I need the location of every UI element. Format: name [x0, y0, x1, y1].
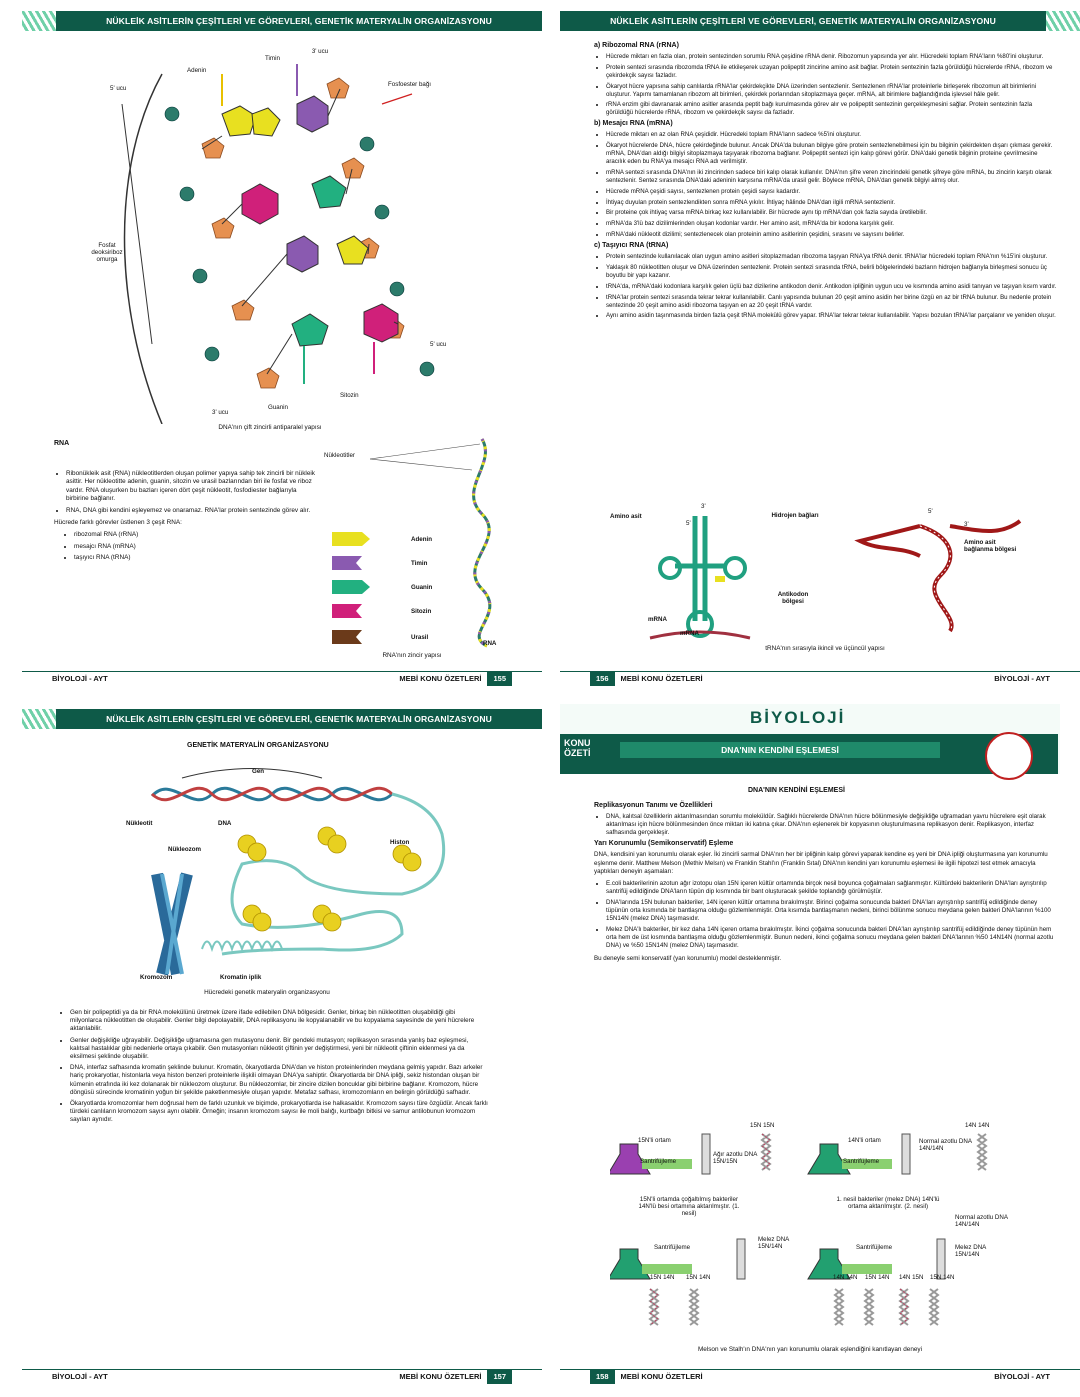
mrna-bullet: • Hücrede miktarı en az olan RNA çeşididir. Hücredeki toplam RNA'ların sadece %5'ini oluşturur.: [606, 131, 1058, 139]
page-number: 157: [487, 1370, 512, 1384]
label-5-ucu-right: 5' ucu: [430, 341, 447, 348]
page-footer: [560, 1369, 1080, 1384]
label-hidrojen-baglari: Hidrojen bağları: [771, 512, 819, 519]
label-normal-azotlu: Normal azotlu DNA 14N/14N: [919, 1138, 972, 1152]
label-melez-dna-2: Melez DNA 15N/14N: [955, 1244, 986, 1258]
rna-type-item: • ribozomal RNA (rRNA): [74, 531, 316, 539]
rna-type-item: • mesajcı RNA (mRNA): [74, 543, 316, 551]
label-kromatin-iplik: Kromatin iplik: [220, 974, 262, 981]
label-melez-dna-1: Melez DNA 15N/14N: [758, 1236, 789, 1250]
label-5-prime: 5': [686, 520, 691, 527]
trna-bullet: • Aynı amino asidin taşınmasında birden fazla çeşit tRNA molekülü görev yapar. tRNA'lar tekrar tekrar kullanılabilir. Yapısı bozulan tRNA'lar parçalanır ve yeniden oluşur.: [606, 312, 1058, 320]
rna-types-intro: Hücrede farklı görevler üstlenen 3 çeşit RNA:: [54, 519, 182, 527]
legend-urasil: Urasil: [411, 634, 429, 641]
mrna-bullet: • İhtiyaç duyulan protein sentezlendikten sonra mRNA yıkılır. İhtiyaç hâlinde DNA'dan ilgili mRNA sentezlenir.: [606, 199, 1058, 207]
mrna-bullet: • Hücrede mRNA çeşidi sayısı, sentezlenen protein çeşidi sayısı kadardır.: [606, 188, 1058, 196]
label-14n-ortam: 14N'li ortam: [848, 1137, 881, 1144]
trna-bullet: • tRNA'da, mRNA'daki kodonlara karşılık gelen üçlü baz dizilerine antikodon denir. Antikodon ipliğinin uygun ucu ve kısmında amino asidi tanıyan ve taşıyan kısım vardır.: [606, 283, 1058, 291]
p3-bullet: • Ökaryotlarda kromozomlar hem doğrusal hem de farklı uzunluk ve biçimde, prokaryotlarda ise halkasaldır. Kromozom sayısı türe özgüdür. Ancak farklı türdeki canlıların kromozom sayısı aynı olabilir. Örneğin; insanın kromozom sayısı ile moli balığı, kurtbağrı bitkisi ve samur antilobunun kromozom sayıları aynıdır.: [70, 1100, 488, 1125]
legend-timin: Timin: [411, 560, 428, 567]
page-header: [22, 11, 542, 31]
replication-text: [594, 800, 1056, 963]
label-step2-text: 1. nesil bakteriler (melez DNA) 14N'lü ortama aktarılmıştır. (2. nesil): [836, 1196, 940, 1210]
label-step1-text: 15N'li ortamda çoğaltılmış bakteriler 14N'lü besi ortamına aktarılmıştır. (1. nesil): [638, 1196, 740, 1217]
rna-title: RNA: [54, 440, 70, 447]
legend-adenin: Adenin: [411, 536, 432, 543]
page-number: 156: [590, 672, 615, 686]
organization-caption: Hücredeki genetik materyalin organizasyonu: [204, 989, 330, 996]
label-antikodon: Antikodon bölgesi: [777, 591, 809, 605]
trna-bullet: • Protein sentezinde kullanılacak olan uygun amino asitleri sitoplazmadan ribozoma taşıyan RNA'ya tRNA denir. tRNA'lar hücredeki toplam RNA'nın %15'ini oluşturur.: [606, 253, 1058, 261]
label-gen: Gen: [252, 768, 265, 775]
rna-type-item: • taşıyıcı RNA (tRNA): [74, 554, 316, 562]
label-14n15n: 14N 15N: [899, 1274, 924, 1281]
mrna-bullet: • Ökaryot hücrelerde DNA, hücre çekirdeğinde bulunur. Ancak DNA'da bulunan bilgiye göre protein sentezlenebilmesi için bu bilginin çekirdekten dışarı çıkması gerekir. mRNA, DNA'dan aldığı bilgiyi sitoplazmaya taşıyarak ribozoma bağlanır. Polipeptit sentezi için kalıp görevi görür. DNA'daki genetik bilginin proteine çevrilmesine aracılık eden bu RNA'ya mesajcı RNA adı verilmiştir.: [606, 142, 1058, 166]
page-footer: [22, 1369, 542, 1384]
label-santrifuj-4: Santrifüjleme: [856, 1244, 893, 1251]
label-14n14n-c: 14N 14N: [833, 1274, 858, 1281]
page-156: [560, 6, 1080, 696]
page-157: [22, 704, 542, 1394]
header-title: NÜKLEİK ASİTLERİN ÇEŞİTLERİ VE GÖREVLERİ, GENETİK MATERYALİN ORGANİZASYONU: [106, 714, 492, 724]
label-nukleotitler: Nükleotitler: [324, 452, 355, 459]
label-fosfat-omurga: Fosfat deoksiriboz omurga: [91, 242, 123, 263]
section-mrna: b) Mesajcı RNA (mRNA): [594, 120, 673, 128]
section-yari-korunumlu: Yarı Korunumlu (Semikonservatif) Eşleme: [594, 840, 734, 848]
rrna-bullet: • rRNA enzim gibi davranarak amino asitler arasında peptit bağı kurulmasında görev alır ve polipeptit sentezinin gerçekleşmesini sağlar. Protein sentezinin fazla görüldüğü hücrelerde rRNA, ribozom ve çekirdekçik sayısı da fazladır.: [606, 101, 1058, 117]
label-5-prime-3d: 5': [928, 508, 933, 515]
conclusion: Bu deneyle semi konservatif (yarı korunumlu) model desteklenmiştir.: [594, 954, 782, 962]
genetic-organization-diagram: [102, 764, 462, 994]
trna-structure-diagram: [620, 506, 1040, 646]
rrna-bullet: • Hücrede miktarı en fazla olan, protein sentezinden sorumlu RNA çeşidine rRNA denir. Ribozomun yapısında yer alır. Hücredeki toplam RNA'ların %80'ini oluşturur.: [606, 53, 1058, 61]
replikasyon-text: • DNA, kalıtsal özelliklerin aktarılmasından sorumlu moleküldür. Sağlıklı hücrelerde DNA'nın hücre bölünmesiyle değişikliğe uğramadan yavru hücrelere eşit olarak aktarılması için hücre bölünmesinden önce miktarı iki katına çıkar. DNA'nın eşlenerek bir kopyasının oluşturulmasına replikasyon denir. Replikasyon, interfaz safhasında gerçekleşir.: [606, 813, 1056, 837]
footer-right: BİYOLOJİ - AYT: [994, 674, 1050, 683]
label-nukleozom: Nükleozom: [168, 846, 202, 853]
footer-right-group: [399, 1370, 512, 1384]
legend-guanin: Guanin: [411, 584, 433, 591]
label-kromozom: Kromozom: [140, 974, 173, 981]
experiment-step: • E.coli bakterilerinin azotun ağır izotopu olan 15N içeren kültür ortamında birçok nesil boyunca çoğalmaları sağlanmıştır. Kültürdeki bakterilerin DNA'ları ayrıştırılıp santrifüj edildiğinde DNA'ların tüpün dip kısmında bir bant oluşturacak şekilde toplandığı görülmüştür.: [606, 880, 1056, 896]
genetic-material-text: [58, 1009, 488, 1128]
trna-bullet: • tRNA'lar protein sentezi sırasında tekrar tekrar kullanılabilir. Canlı yapısında bulunan 20 çeşit amino asidin her birine özgü en az bir tRNA bulunur. Bu nedenle protein sentezinde 20 çeşit amino asidi ribozoma taşıyan en az 20 çeşit tRNA vardır.: [606, 294, 1058, 310]
footer-left: BİYOLOJİ - AYT: [52, 674, 108, 683]
mrna-bullet: • mRNA'daki nükleotit dizilimi; sentezlenecek olan proteinin amino asitlerinin çeşidini, sırasını ve sayısını belirler.: [606, 231, 1058, 239]
label-dna: DNA: [218, 820, 232, 827]
page-footer: [560, 671, 1080, 686]
dna-caption: DNA'nın çift zincirli antiparalel yapısı: [218, 424, 322, 431]
replication-title: DNA'NIN KENDİNİ EŞLEMESİ: [748, 787, 845, 794]
label-mrna-left: mRNA: [648, 616, 667, 623]
label-santrifuj-1: Santrifüjleme: [640, 1158, 677, 1165]
dna-double-helix-diagram: [82, 44, 502, 424]
page-number: 158: [590, 1370, 615, 1384]
legend-sitozin: Sitozin: [411, 608, 432, 615]
label-timin: Timin: [265, 55, 280, 62]
label-15n-ortam: 15N'li ortam: [638, 1137, 671, 1144]
rna-caption: RNA'nın zincir yapısı: [382, 652, 442, 659]
p3-bullet: • DNA, interfaz safhasında kromatin şeklinde bulunur. Kromatin, ökaryotlarda DNA'dan ve histon proteinlerinden meydana gelmiş yapıdır. Bazı arkeler hariç prokaryotlar, histonlarla veya histon benzeri proteinlerle ilişkili olmayan DNA'ya sahiptir. Ökaryotlarda bir DNA ipliği, sekiz histondan oluşan bir kümenin etrafında iki kez dolanarak bir nükleozom oluşturur. Bu nükleozomlar, bir zincire dizilen boncuklar gibi birbirine bağlanır. Kromozom, hücre döngüsü sürecinde kromatinin yoğun bir şekilde paketlenmesiyle oluşan yapıdır. Metafaz safhası, kromozomların en belirgin görüldüğü safhadır.: [70, 1064, 488, 1097]
footer-left-group: [590, 672, 703, 686]
page-header: [22, 709, 542, 729]
p3-bullet: • Gen bir polipeptidi ya da bir RNA molekülünü üretmek üzere ifade edilebilen DNA bölgesidir. Genler, birkaç bin nükleotitten oluşabildiği gibi milyonlarca nükleotitten de oluşabilir. Genler bilgi depolayabilir, DNA replikasyonu ile kopyalanabilir ve bu kopyalama sayesinde de yeni hücrelere aktarılabilir.: [70, 1009, 488, 1034]
label-agir-azotlu: Ağır azotlu DNA 15N/15N: [713, 1151, 758, 1165]
label-nukleotit: Nükleotit: [126, 820, 153, 827]
label-3-ucu-bottom: 3' ucu: [212, 409, 229, 416]
yari-korunumlu-intro: DNA, kendisini yarı korunumlu olarak eşler. İki zincirli sarmal DNA'nın her bir ipliğinin kalıp görevi yaparak kendine eş yeni bir DNA ipliği oluşturmasına yarı korunumlu eşlenme denir. Matthew Melson (Methiv Melsın) ve Franklin Stahl'ın (Franklin Sıtal) DNA'nın kendini yarı korunumlu eşlemesi ile ilgili hipotezi test etmek amacıyla yaptıkları deneyin aşamaları:: [594, 851, 1048, 875]
label-15n15n-top: 15N 15N: [750, 1122, 775, 1129]
konu-banner-title: DNA'NIN KENDİNİ EŞLEMESİ: [620, 742, 940, 758]
label-3-ucu-top: 3' ucu: [311, 48, 329, 55]
page-header: [560, 11, 1080, 31]
rna-bullet: • Ribonükleik asit (RNA) nükleotitlerden oluşan polimer yapıya sahip tek zincirli bir nükleik asittir. Her nükleotitte adenin, guanin, sitozin ve urasil bazlarından biri ile fosfat ve riboz vardır. RNA oluşurken bu bazları içeren dört çeşit nükleotit, fosfodiester bağlarıyla birbirine bağlanır.: [66, 470, 316, 504]
label-15n14n-a: 15N 14N: [650, 1274, 675, 1281]
label-santrifuj-3: Santrifüjleme: [654, 1244, 691, 1251]
mrna-bullet: • Bir proteine çok ihtiyaç varsa mRNA birkaç kez kullanılabilir. Bir hücrede aynı tip mRNA'dan çok fazla sayıda üretilebilir.: [606, 209, 1058, 217]
label-histon: Histon: [390, 839, 410, 846]
label-fosfoester: Fosfoester bağı: [388, 81, 431, 88]
rna-label: RNA: [483, 640, 497, 647]
section-replikasyon: Replikasyonun Tanımı ve Özellikleri: [594, 802, 713, 809]
rrna-bullet: • Ökaryot hücre yapısına sahip canlılarda rRNA'lar çekirdekçikte DNA üzerinden sentezlenir. Sentezlenen rRNA'lar proteinlerle birleşerek ribozomun alt birimlerini oluşturur. Yapımı tamamlanan ribozom alt birimleri, çekirdek porlarından sitoplazmaya geçer. mRNA, alt birimlere bağlandığında işlevsel hâle gelir.: [606, 83, 1058, 99]
rna-types-text: [594, 40, 1058, 323]
trna-caption: tRNA'nın sırasıyla ikincil ve üçüncül yapısı: [765, 645, 885, 652]
label-santrifuj-2: Santrifüjleme: [843, 1158, 880, 1165]
label-3-prime-3d: 3': [964, 521, 969, 528]
label-15n14n-b: 15N 14N: [686, 1274, 711, 1281]
meb-logo: [985, 732, 1033, 780]
header-stripes: [22, 709, 56, 729]
footer-center: MEBİ KONU ÖZETLERİ: [399, 674, 482, 683]
genetik-materyal-title: GENETİK MATERYALİN ORGANİZASYONU: [187, 742, 329, 749]
label-14n14n-top: 14N 14N: [965, 1122, 990, 1129]
footer-center: MEBİ KONU ÖZETLERİ: [399, 1372, 482, 1381]
footer-left: BİYOLOJİ - AYT: [52, 1372, 108, 1381]
label-15n14n-d: 15N 14N: [930, 1274, 955, 1281]
page-number: 155: [487, 672, 512, 686]
konu-ozeti-label: KONU ÖZETİ: [564, 738, 591, 758]
page-155: [22, 6, 542, 696]
footer-right-group: [399, 672, 512, 686]
label-normal-azotlu-2: Normal azotlu DNA 14N/14N: [955, 1214, 1008, 1228]
trna-bullet: • Yaklaşık 80 nükleotitten oluşur ve DNA üzerinden sentezlenir. Protein sentezi sırasında tRNA, belirli bölgelerindeki bazların hidrojen bağlarıyla birleşmesi sonucu üç boyutlu bir yapı kazanır.: [606, 264, 1058, 280]
experiment-caption: Melson ve Stalh'ın DNA'nın yarı korunumlu olarak eşlendiğini kanıtlayan deneyi: [697, 1346, 923, 1353]
label-3-prime: 3': [701, 503, 706, 510]
section-trna: c) Taşıyıcı RNA (tRNA): [594, 242, 669, 250]
section-rrna: a) Ribozomal RNA (rRNA): [594, 42, 679, 49]
rna-section: [54, 470, 316, 566]
p3-bullet: • Genler değişikliğe uğrayabilir. Değişikliğe uğramasına gen mutasyonu denir. Bir gendeki mutasyon; replikasyon sırasında yanlış baz eşleşmesi, kalıtsal hastalıklar gibi nedenlerle ortaya çıkabilir. Gen mutasyonları nükleotit çiftinin yer değiştirmesi, yeni bir nükleotit çiftinin eklenmesi ya da eksilmesi şeklinde oluşabilir.: [70, 1037, 488, 1062]
label-adenin: Adenin: [187, 67, 207, 74]
brand-title: BİYOLOJİ: [750, 708, 846, 727]
page-footer: [22, 671, 542, 686]
label-mrna-bottom: mRNA: [680, 630, 699, 637]
experiment-step: • Melez DNA'lı bakteriler, bir kez daha 14N içeren ortama bırakılmıştır. İkinci çoğalma sonucunda bakteri DNA'ları ayrıştırılıp santrifüj edildiğinde deney tüpünün hem orta hem de üst kısmında bantlaşma olduğu gözlemlenmiştir. Bunun nedeni, ikinci çoğalma sonucu meydana gelen bakteri DNA'larının %50 14N14N (normal azotlu DNA) ve %50 15N14N (melez DNA) taşımasıdır.: [606, 926, 1056, 950]
mrna-bullet: • mRNA sentezi sırasında DNA'nın iki zincirinden sadece biri kalıp olarak kullanılır. DNA'nın şifre veren zincirindeki genetik şifreye göre mRNA, bu zincirin karşıtı olarak sentezlenir. Sentez sırasında DNA'daki adeninin karşısına mRNA'da urasil gelir. Böylece mRNA, DNA'dan genetik bilgiyi almış olur.: [606, 169, 1058, 185]
mrna-bullet: • mRNA'da 3'lü baz dizilimlerinden oluşan kodonlar vardır. Her amino asit, mRNA'da bir kodona karşılık gelir.: [606, 220, 1058, 228]
footer-left-group: [590, 1370, 703, 1384]
label-15n14n-c: 15N 14N: [865, 1274, 890, 1281]
header-title: NÜKLEİK ASİTLERİN ÇEŞİTLERİ VE GÖREVLERİ, GENETİK MATERYALİN ORGANİZASYONU: [106, 16, 492, 26]
footer-center: MEBİ KONU ÖZETLERİ: [620, 1372, 703, 1381]
label-sitozin: Sitozin: [340, 392, 359, 399]
label-guanin: Guanin: [268, 404, 288, 411]
page-158: [560, 704, 1080, 1394]
header-stripes: [22, 11, 56, 31]
rna-bullet: • RNA, DNA gibi kendini eşleyemez ve onaramaz. RNA'lar protein sentezinde görev alır.: [66, 507, 316, 515]
rrna-bullet: • Protein sentezi sırasında ribozomda tRNA ile etkileşerek uzayan polipeptit zincirine amino asit bağlar. Protein sentezinin fazla görüldüğü hücrelerde rRNA, ribozom ve çekirdekçik sayısı fazladır.: [606, 64, 1058, 80]
header-stripes: [1046, 11, 1080, 31]
label-amino-asit: Amino asit: [610, 513, 642, 520]
footer-center: MEBİ KONU ÖZETLERİ: [620, 674, 703, 683]
header-title: NÜKLEİK ASİTLERİN ÇEŞİTLERİ VE GÖREVLERİ, GENETİK MATERYALİN ORGANİZASYONU: [610, 16, 996, 26]
label-5-ucu-left: 5' ucu: [110, 85, 127, 92]
experiment-step: • DNA'larında 15N bulunan bakteriler, 14N içeren kültür ortamına bırakılmıştır. Birinci çoğalma sonucunda bakteri DNA'ları ayrıştırılıp santrifüj edildiğinde deney tüpünün orta kısmında bir bantlaşma olduğu gözlemlenmiştir. Orta kısımda bantlaşmanın nedeni, birinci bölünme sonucu meydana gelen bakteri DNA'larının %100 15N14N (melez DNA) taşımasıdır.: [606, 899, 1056, 923]
label-amino-asit-baglanma: Amino asit bağlanma bölgesi: [964, 539, 1017, 553]
footer-right: BİYOLOJİ - AYT: [994, 1372, 1050, 1381]
